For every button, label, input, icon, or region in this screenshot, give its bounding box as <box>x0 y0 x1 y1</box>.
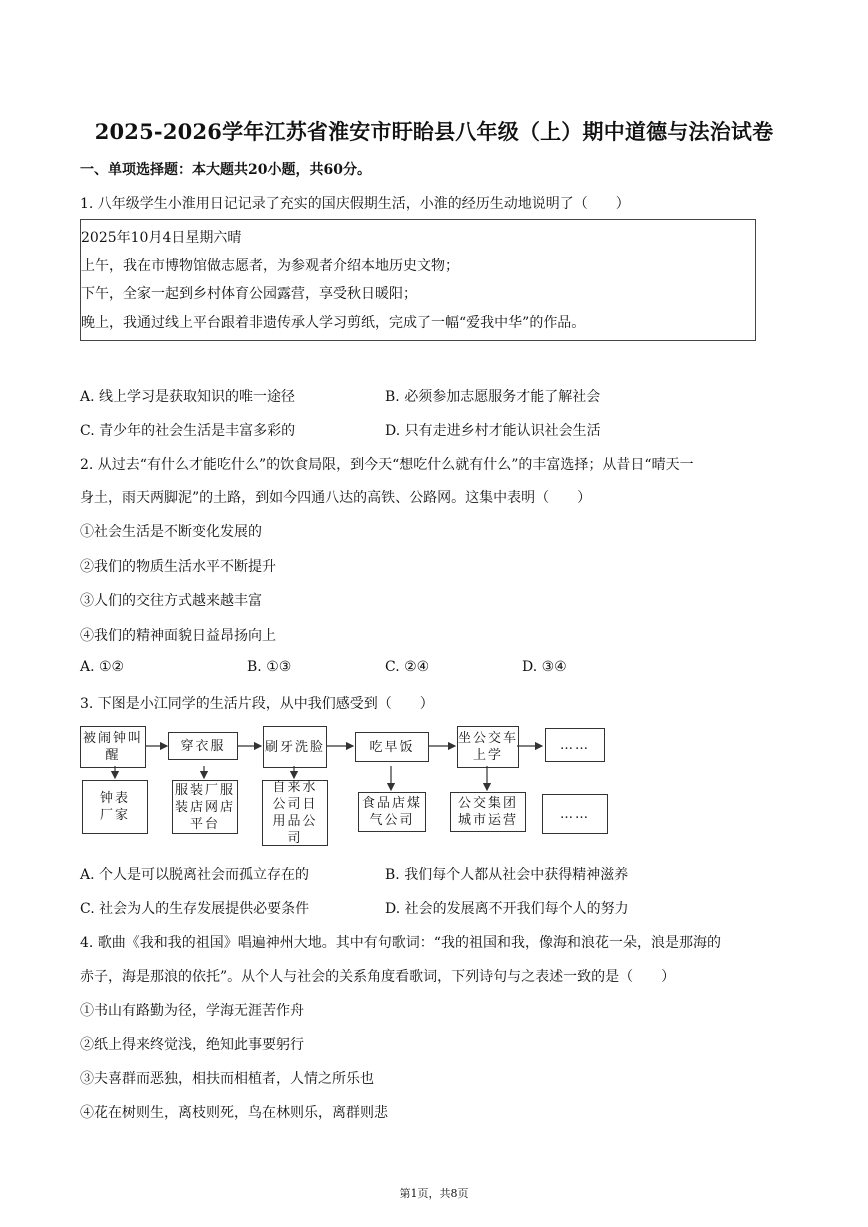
q1-option-c[interactable]: C. 青少年的社会生活是丰富多彩的 <box>80 423 296 439</box>
flow-label: 钟表厂家 <box>99 791 130 823</box>
flow-label: 公交集团城市运营 <box>457 796 518 828</box>
flow-box-clock-factory <box>82 780 148 834</box>
diary-line: 2025年10月4日星期六晴 <box>81 230 242 246</box>
diary-line: 下午，全家一起到乡村体育公园露营，享受秋日暖阳； <box>81 286 417 302</box>
page-footer: 第1页，共8页 <box>399 1187 469 1200</box>
flow-label: …… <box>560 806 590 822</box>
q3-option-a[interactable]: A. 个人是可以脱离社会而孤立存在的 <box>80 867 310 883</box>
flow-box-bus-group <box>450 792 526 832</box>
flow-box-water-company <box>262 780 328 846</box>
q1-option-a[interactable]: A. 线上学习是获取知识的唯一途径 <box>80 389 296 405</box>
flow-label: 穿衣服 <box>180 738 226 754</box>
flow-label: 食品店煤气公司 <box>361 796 422 828</box>
diary-line: 晚上，我通过线上平台跟着非遗传承人学习剪纸，完成了一幅“爱我中华”的作品。 <box>81 315 586 331</box>
q4-item: ②纸上得来终觉浅，绝知此事要躬行 <box>80 1037 304 1053</box>
flow-box-breakfast <box>355 732 429 762</box>
flow-box-dress <box>168 732 238 760</box>
flow-box-wake-up <box>80 726 146 768</box>
flow-box-bus <box>457 726 519 768</box>
flow-connectors <box>78 722 618 842</box>
flow-box-more-top <box>545 728 605 762</box>
q2-stem-line2: 身土，雨天两脚泥”的土路，到如今四通八达的高铁、公路网。这集中表明（ ） <box>80 490 592 506</box>
q4-stem-line2: 赤子，海是那浪的依托”。从个人与社会的关系角度看歌词，下列诗句与之表述一致的是（ ） <box>80 969 676 985</box>
flow-box-more-bottom <box>542 794 608 834</box>
flow-box-clothing <box>172 780 238 834</box>
q1-diary-box <box>80 219 756 341</box>
section-heading: 一、单项选择题：本大题共20小题，共60分。 <box>80 162 371 178</box>
q1-stem: 1. 八年级学生小淮用日记记录了充实的国庆假期生活，小淮的经历生动地说明了（ ） <box>80 196 630 212</box>
flow-label: 服装厂服装店网店平台 <box>175 782 236 832</box>
q2-option-d[interactable]: D. ③④ <box>522 659 567 675</box>
q2-item: ④我们的精神面貌日益昂扬向上 <box>80 628 276 644</box>
q1-option-b[interactable]: B. 必须参加志愿服务才能了解社会 <box>385 389 601 405</box>
q1-option-d[interactable]: D. 只有走进乡村才能认识社会生活 <box>385 423 601 439</box>
flow-label: …… <box>560 737 590 753</box>
q3-option-b[interactable]: B. 我们每个人都从社会中获得精神滋养 <box>385 867 629 883</box>
q2-item: ③人们的交往方式越来越丰富 <box>80 593 262 609</box>
q4-item: ③夫喜群而恶独，相扶而相植者，人情之所乐也 <box>80 1071 374 1087</box>
q4-item: ①书山有路勤为径，学海无涯苦作舟 <box>80 1003 304 1019</box>
q3-stem: 3. 下图是小江同学的生活片段，从中我们感受到（ ） <box>80 696 434 712</box>
q3-option-d[interactable]: D. 社会的发展离不开我们每个人的努力 <box>385 901 629 917</box>
flow-label: 刷牙洗脸 <box>264 739 325 755</box>
flow-box-wash <box>263 726 327 768</box>
q4-stem-line1: 4. 歌曲《我和我的祖国》唱遍神州大地。其中有句歌词：“我的祖国和我，像海和浪花一朵，浪是那海的 <box>80 935 721 951</box>
q3-option-c[interactable]: C. 社会为人的生存发展提供必要条件 <box>80 901 310 917</box>
q2-item: ①社会生活是不断变化发展的 <box>80 524 262 540</box>
flow-label: 自来水公司日用品公司 <box>272 780 318 846</box>
flow-label: 坐公交车上学 <box>458 731 519 763</box>
q2-option-b[interactable]: B. ①③ <box>247 659 292 675</box>
diary-line: 上午，我在市博物馆做志愿者，为参观者介绍本地历史文物； <box>81 258 459 274</box>
flow-label: 吃早饭 <box>369 739 415 755</box>
q2-option-c[interactable]: C. ②④ <box>385 659 430 675</box>
page-title: 2025-2026学年江苏省淮安市盱眙县八年级（上）期中道德与法治试卷 <box>94 119 774 144</box>
q2-stem-line1: 2. 从过去“有什么才能吃什么”的饮食局限，到今天“想吃什么就有什么”的丰富选择；从昔日“晴天一 <box>80 457 694 473</box>
q4-item: ④花在树则生，离枝则死，鸟在林则乐，离群则悲 <box>80 1105 388 1121</box>
flow-box-food-gas <box>358 792 426 832</box>
flow-label: 被闹钟叫醒 <box>82 731 143 763</box>
q2-option-a[interactable]: A. ①② <box>80 659 125 675</box>
q2-item: ②我们的物质生活水平不断提升 <box>80 559 276 575</box>
